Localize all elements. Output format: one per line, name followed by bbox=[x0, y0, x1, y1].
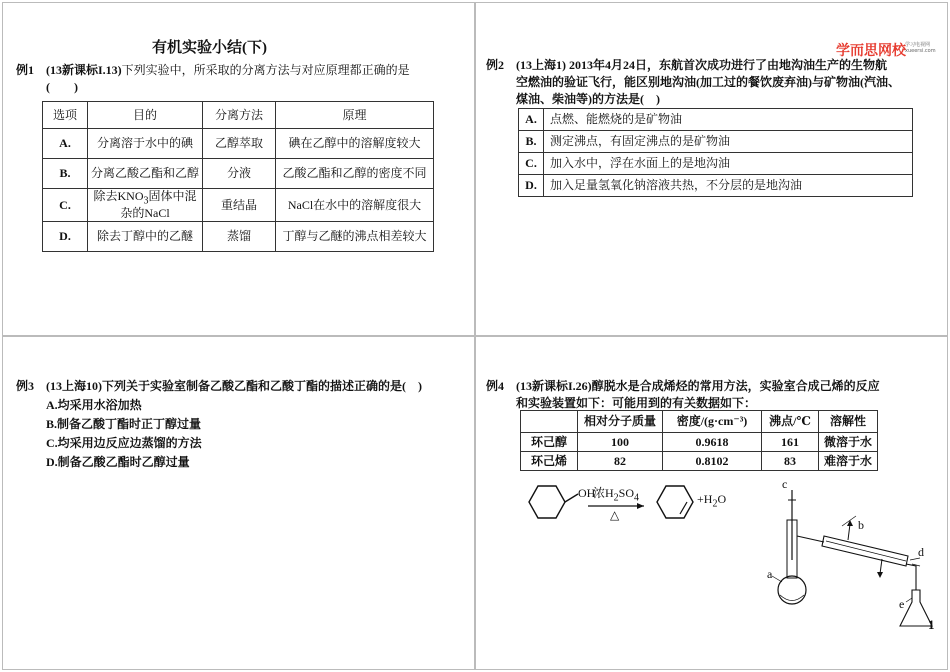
label-c: c bbox=[782, 477, 788, 491]
list-item: A. 点燃、能燃烧的是矿物油 bbox=[519, 109, 913, 131]
list-item: D.制备乙酸乙酯时乙醇过量 bbox=[46, 455, 190, 469]
distillation-apparatus bbox=[760, 480, 940, 635]
ex1-table bbox=[42, 101, 434, 252]
brand-logo-sub: 学习电视网 xueersi.com bbox=[905, 42, 936, 54]
oh-label: OH bbox=[578, 486, 596, 500]
label-d: d bbox=[918, 545, 924, 559]
flask-a bbox=[778, 576, 806, 604]
product-label: $+H_2O$ bbox=[697, 492, 727, 510]
label-e: e bbox=[899, 597, 905, 611]
ex1-header-purpose: 目的 bbox=[88, 102, 203, 129]
condition-label: △ bbox=[610, 508, 620, 522]
cyclohexanol-ring bbox=[529, 486, 565, 518]
ex1-label: 例1 bbox=[16, 63, 35, 77]
ex1-header-option: 选项 bbox=[43, 102, 88, 129]
ex2-label: 例2 bbox=[486, 58, 505, 72]
table-row: 环己烯 82 0.8102 83 难溶于水 bbox=[521, 452, 878, 471]
ex2-options-table bbox=[518, 108, 913, 197]
table-row: 环己醇 100 0.9618 161 微溶于水 bbox=[521, 433, 878, 452]
label-b: b bbox=[858, 518, 864, 532]
list-item: D. 加入足量氢氧化钠溶液共热，不分层的是地沟油 bbox=[519, 175, 913, 197]
ex4-label: 例4 bbox=[486, 379, 505, 393]
ex4-data-table: 相对分子质量 密度/(g·cm⁻³) 沸点/℃ 溶解性 环己醇 100 0.9618 161 微溶于水 环己烯 82 0.8102 83 难溶于水 bbox=[520, 410, 878, 471]
cyclohexene-ring bbox=[657, 486, 693, 518]
page-number: 1 bbox=[928, 617, 935, 632]
list-item: A.均采用水浴加热 bbox=[46, 398, 142, 412]
ex3-options bbox=[46, 396, 202, 472]
list-item: B. 测定沸点，有固定沸点的是矿物油 bbox=[519, 131, 913, 153]
reagent-label: 浓$H_2SO_4$ bbox=[593, 486, 640, 504]
ex2-question: (13上海1) 2013年4月24日，东航首次成功进行了由地沟油生产的生物航 空燃油的验证飞行，能区别地沟油(加工过的餐饮废弃油)与矿物油(汽油、 煤油、柴油等)的方法是( ) bbox=[516, 58, 900, 106]
ex1-header-method: 分离方法 bbox=[203, 102, 276, 129]
label-a: a bbox=[767, 567, 773, 581]
table-row: D. 除去丁醇中的乙醚 蒸馏 丁醇与乙醚的沸点相差较大 bbox=[43, 222, 434, 252]
ex3-question: (13上海10)下列关于实验室制备乙酸乙酯和乙酸丁酯的描述正确的是( ) bbox=[46, 379, 422, 393]
list-item: C.均采用边反应边蒸馏的方法 bbox=[46, 436, 202, 450]
ex4-question: (13新课标I.26)醇脱水是合成烯烃的常用方法，实验室合成己烯的反应 和实验装置如下：可能用到的有关数据如下： bbox=[516, 379, 880, 410]
list-item: C. 加入水中，浮在水面上的是地沟油 bbox=[519, 153, 913, 175]
ex1-question: (13新课标I.13)下列实验中，所采取的分离方法与对应原理都正确的是 ( ) bbox=[46, 63, 410, 94]
table-row: B. 分离乙酸乙酯和乙醇 分液 乙酸乙酯和乙醇的密度不同 bbox=[43, 159, 434, 189]
table-row: C. 除去$KNO_3$固体中混杂的NaCl 重结晶 NaCl在水中的溶解度很大 bbox=[43, 189, 434, 222]
brand-logo: 学而思网校 bbox=[836, 43, 906, 59]
table-row: A. 分离溶于水中的碘 乙醇萃取 碘在乙醇中的溶解度较大 bbox=[43, 129, 434, 159]
ex1-header-principle: 原理 bbox=[276, 102, 434, 129]
list-item: B.制备乙酸丁酯时正丁醇过量 bbox=[46, 417, 202, 431]
ex3-label: 例3 bbox=[16, 379, 35, 393]
page-title: 有机实验小结(下) bbox=[152, 40, 267, 56]
